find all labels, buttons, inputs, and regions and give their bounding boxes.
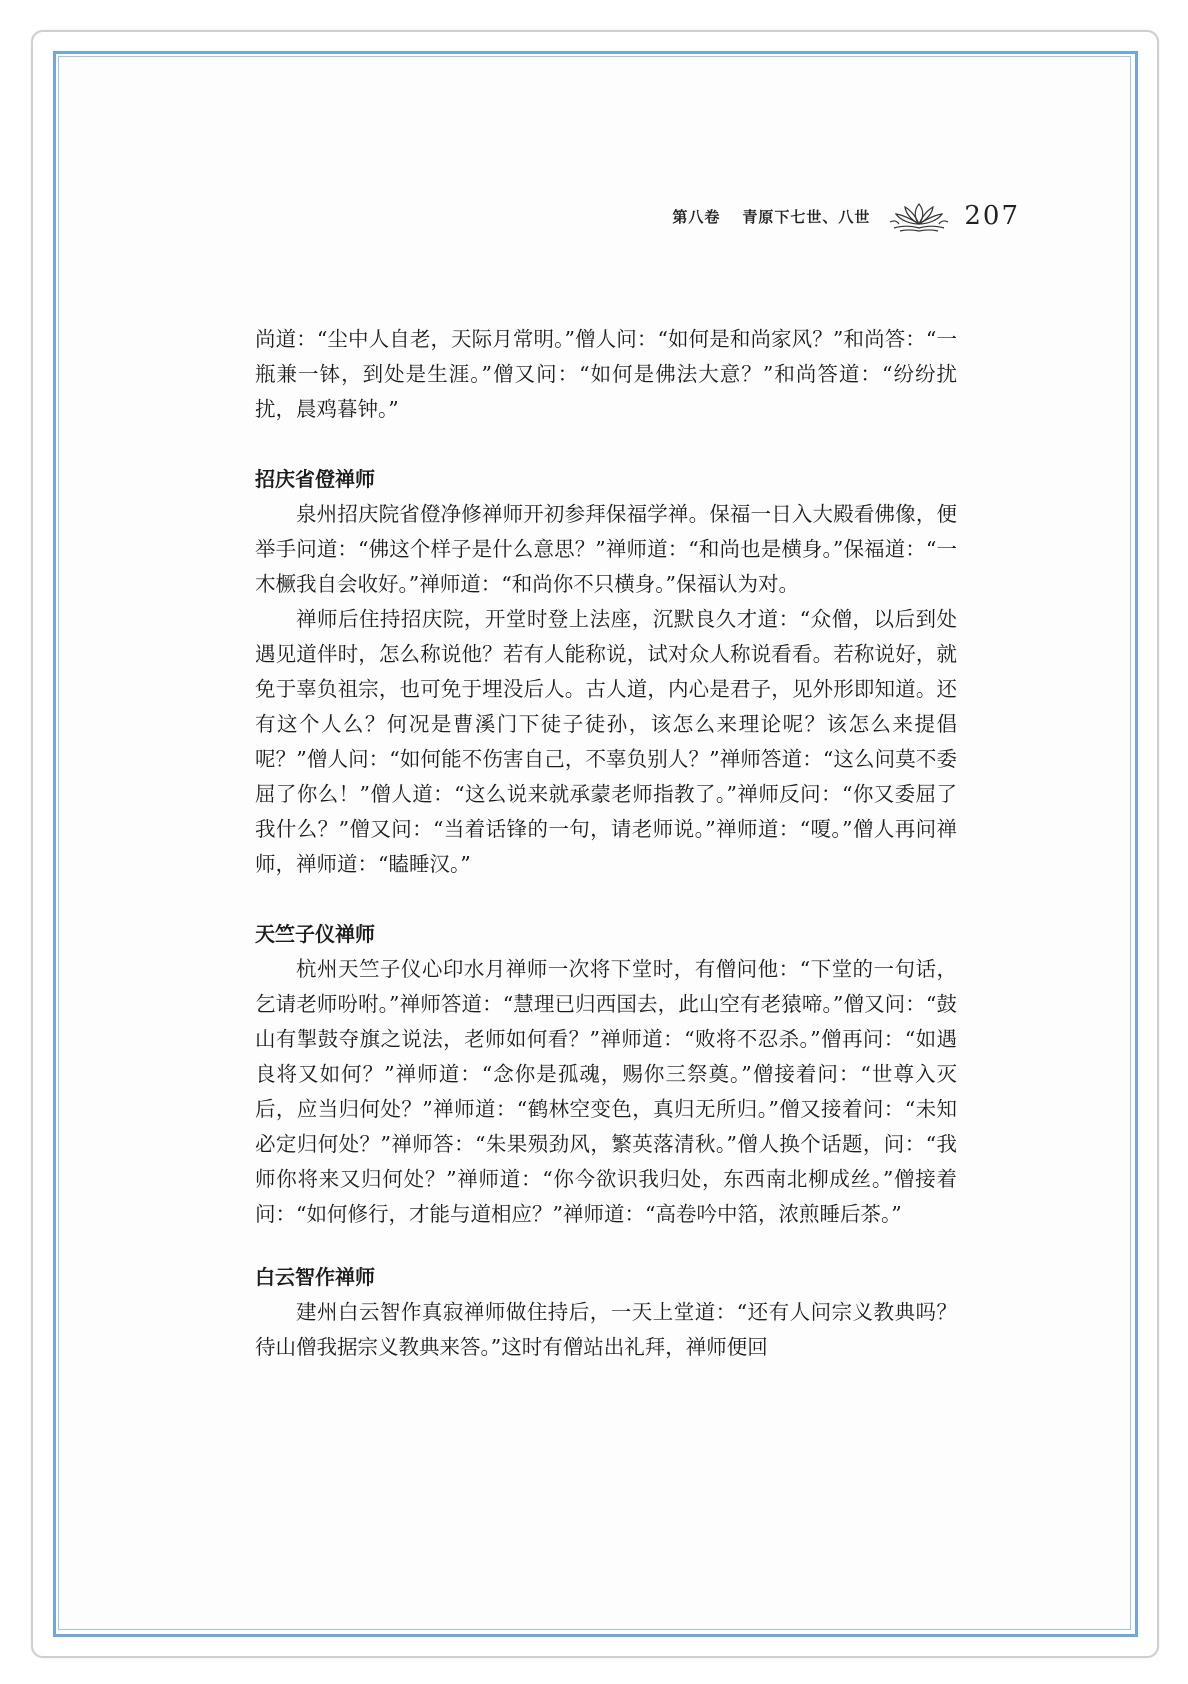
header-volume: 第八卷	[672, 207, 721, 226]
page-content	[255, 322, 957, 1365]
section-title-baiyun: 白云智作禅师	[255, 1265, 375, 1289]
section-paragraph: 杭州天竺子仪心印水月禅师一次将下堂时，有僧问他：“下堂的一句话，乞请老师吩咐。”禅师答道：“慧理已归西国去，此山空有老猿啼。”僧又问：“鼓山有掣鼓夺旗之说法，老师如何看？”禅师道：“败将不忍杀。”僧再问：“如遇良将又如何？”禅师道：“念你是孤魂，赐你三祭奠。”僧接着问：“世尊入灭后，应当归何处？”禅师道：“鹤林空变色，真归无所归。”僧又接着问：“未知必定归何处？”禅师答：“朱果殒劲风，繁英落清秋。”僧人换个话题，问：“我师你将来又归何处？”禅师道：“你今欲识我归处，东西南北柳成丝。”僧接着问：“如何修行，才能与道相应？”禅师道：“高卷吟中箔，浓煎睡后茶。”	[255, 957, 957, 1226]
lotus-ornament-icon	[888, 198, 950, 234]
section-title-zhaoqing: 招庆省僜禅师	[255, 467, 375, 491]
running-header	[560, 196, 1020, 236]
header-section-title: 青原下七世、八世	[742, 207, 871, 226]
section-paragraph: 泉州招庆院省僜净修禅师开初参拜保福学禅。保福一日入大殿看佛像，便举手问道：“佛这个样子是什么意思？”禅师道：“和尚也是横身。”保福道：“一木橛我自会收好。”禅师道：“和尚你不只横身。”保福认为对。	[255, 502, 957, 596]
section-title-tianzhu: 天竺子仪禅师	[255, 922, 375, 946]
intro-paragraph: 尚道：“尘中人自老，天际月常明。”僧人问：“如何是和尚家风？”和尚答：“一瓶兼一钵，到处是生涯。”僧又问：“如何是佛法大意？”和尚答道：“纷纷扰扰，晨鸡暮钟。”	[255, 327, 957, 421]
page-number: 207	[964, 201, 1020, 231]
section-paragraph: 禅师后住持招庆院，开堂时登上法座，沉默良久才道：“众僧，以后到处遇见道伴时，怎么称说他？若有人能称说，试对众人称说看看。若称说好，就免于辜负祖宗，也可免于埋没后人。古人道，内心是君子，见外形即知道。还有这个人么？何况是曹溪门下徒子徒孙，该怎么来理论呢？该怎么来提倡呢？”僧人问：“如何能不伤害自己，不辜负别人？”禅师答道：“这么问莫不委屈了你么！”僧人道：“这么说来就承蒙老师指教了。”禅师反问：“你又委屈了我什么？”僧又问：“当着话锋的一句，请老师说。”禅师道：“嗄。”僧人再问禅师，禅师道：“瞌睡汉。”	[255, 607, 957, 876]
section-paragraph: 建州白云智作真寂禅师做住持后，一天上堂道：“还有人问宗义教典吗？待山僧我据宗义教典来答。”这时有僧站出礼拜，禅师便回	[255, 1300, 957, 1359]
